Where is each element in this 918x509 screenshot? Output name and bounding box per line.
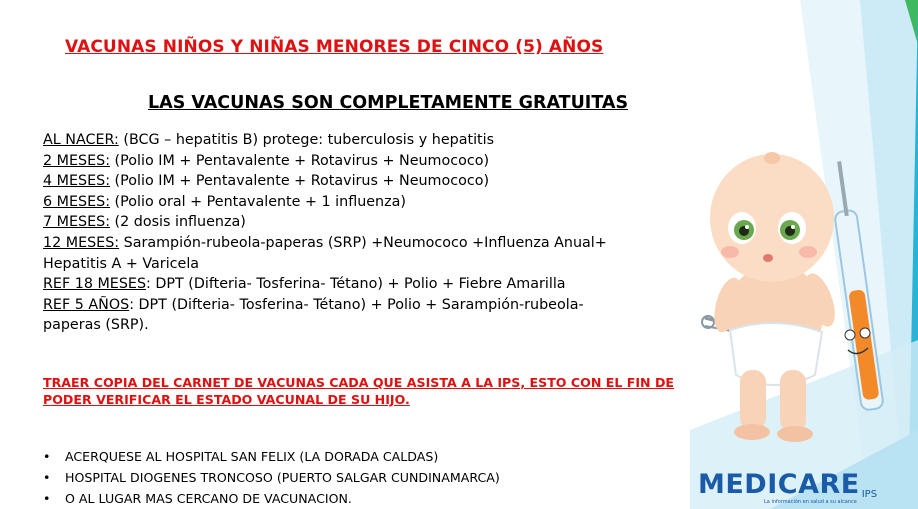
schedule-label: 7 MESES:	[43, 214, 111, 231]
schedule-text: (Polio oral + Pentavalente + 1 influenza)	[110, 193, 406, 210]
schedule-row-ref-18-meses	[43, 274, 683, 295]
schedule-text: : DPT (Difteria- Tosferina- Tétano) + Polio + Fiebre Amarilla	[146, 276, 566, 293]
schedule-row-2-meses	[43, 151, 683, 172]
list-item	[43, 467, 500, 488]
schedule-text: (2 dosis influenza)	[110, 214, 246, 231]
schedule-row-al-nacer	[43, 130, 683, 151]
schedule-text: paperas (SRP).	[43, 317, 149, 334]
syringe-icon	[834, 161, 884, 411]
schedule-row-12-meses-cont	[43, 254, 683, 275]
list-item-text: HOSPITAL DIOGENES TRONCOSO (PUERTO SALGAR CUNDINAMARCA)	[65, 470, 500, 485]
logo-suffix: IPS	[861, 489, 878, 500]
schedule-label: AL NACER:	[43, 132, 119, 148]
schedule-label: 4 MESES:	[43, 173, 111, 190]
schedule-text: Sarampión-rubeola-paperas (SRP) +Neumococo +Influenza Anual+	[119, 234, 607, 251]
medicare-logo	[698, 470, 877, 506]
schedule-text: (Polio IM + Pentavalente + Rotavirus + Neumococo)	[110, 173, 490, 190]
bullet-glyph: •	[43, 449, 51, 464]
schedule-row-12-meses	[43, 233, 683, 254]
schedule-row-7-meses	[43, 212, 683, 233]
list-item-text: ACERQUESE AL HOSPITAL SAN FELIX (LA DORADA CALDAS)	[65, 449, 439, 464]
logo-tagline: La información en salud a su alcance	[764, 499, 857, 505]
schedule-row-6-meses	[43, 192, 683, 213]
page-title: VACUNAS NIÑOS Y NIÑAS MENORES DE CINCO (5) AÑOS	[65, 37, 604, 57]
schedule-row-ref-5-anos	[43, 295, 683, 316]
list-item-text: O AL LUGAR MAS CERCANO DE VACUNACION.	[65, 491, 352, 506]
schedule-text: (BCG – hepatitis B) protege: tuberculosis y hepatitis	[118, 132, 495, 148]
page-subtitle: LAS VACUNAS SON COMPLETAMENTE GRATUITAS	[148, 93, 629, 113]
schedule-label: 6 MESES:	[43, 193, 111, 210]
carnet-notice: TRAER COPIA DEL CARNET DE VACUNAS CADA QUE ASISTA A LA IPS, ESTO CON EL FIN DE PODER VERIFICAR EL ESTADO VACUNAL DE SU HIJO.	[43, 375, 675, 407]
bullet-glyph: •	[43, 491, 51, 506]
schedule-label: 12 MESES:	[43, 234, 120, 251]
list-item	[43, 446, 500, 467]
list-item	[43, 488, 500, 509]
bullet-glyph: •	[43, 470, 51, 485]
schedule-text: Hepatitis A + Varicela	[43, 255, 200, 272]
schedule-label: REF 18 MESES	[43, 276, 147, 293]
schedule-text: : DPT (Difteria- Tosferina- Tétano) + Polio + Sarampión-rubeola-	[129, 296, 584, 313]
vaccine-schedule	[43, 130, 683, 336]
baby-syringe-illustration	[700, 140, 900, 450]
schedule-row-4-meses	[43, 171, 683, 192]
location-list	[43, 446, 500, 509]
schedule-row-ref-5-anos-cont	[43, 315, 683, 336]
schedule-label: REF 5 AÑOS	[43, 296, 130, 313]
logo-wordmark: MEDICARE	[698, 469, 860, 500]
schedule-text: (Polio IM + Pentavalente + Rotavirus + Neumococo)	[110, 152, 490, 169]
schedule-label: 2 MESES:	[43, 152, 111, 169]
